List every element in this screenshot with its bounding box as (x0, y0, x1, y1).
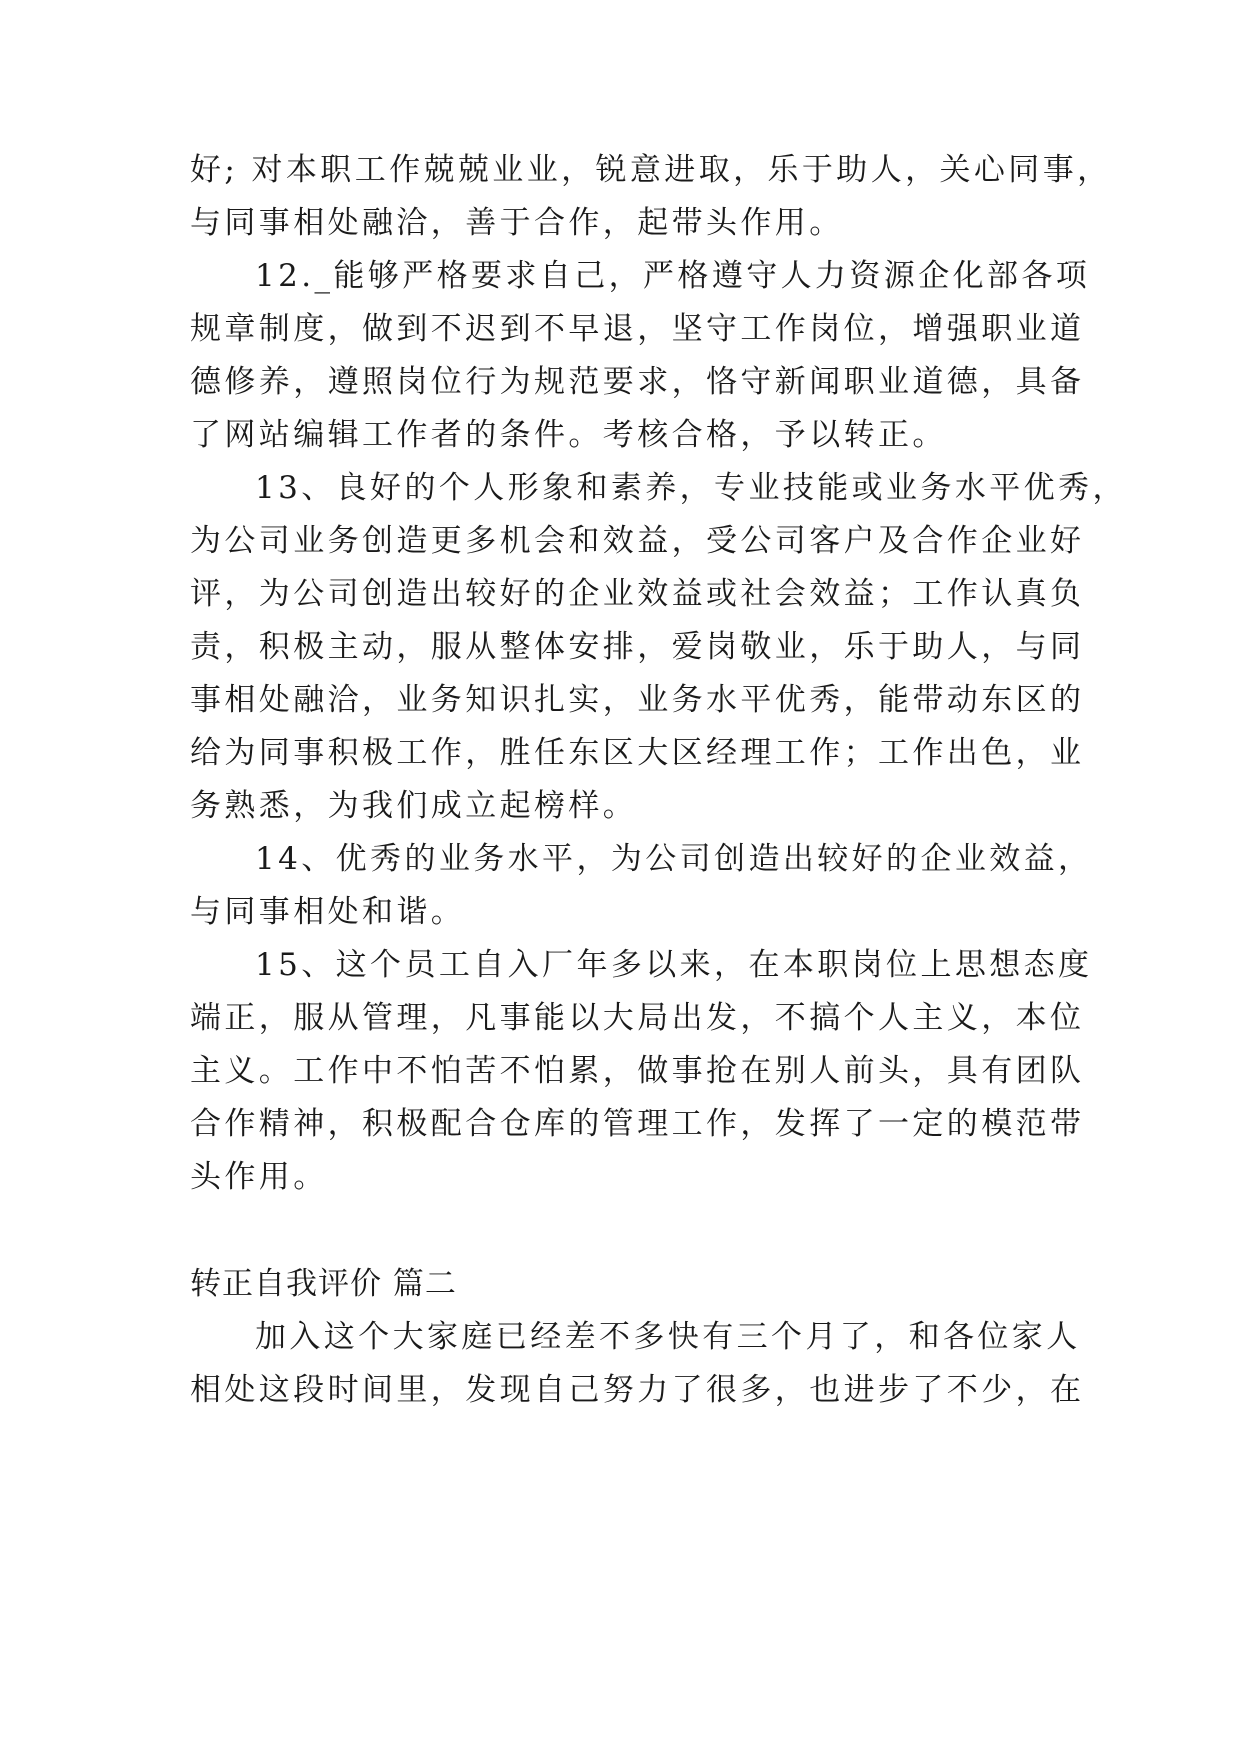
text-line: 了网站编辑工作者的条件。考核合格，予以转正。 (190, 417, 947, 453)
text-line: 与同事相处融洽，善于合作，起带头作用。 (190, 205, 844, 241)
paragraph-start-13: 13、良好的个人形象和素养，专业技能或业务水平优秀， (255, 470, 1127, 506)
text-line: 好; 对本职工作兢兢业业，锐意进取，乐于助人，关心同事， (190, 152, 1112, 188)
text-line: 头作用。 (190, 1159, 328, 1195)
paragraph-start-12: 12._能够严格要求自己，严格遵守人力资源企化部各项 (255, 258, 1091, 294)
text-line: 相处这段时间里，发现自己努力了很多，也进步了不少，在 (190, 1372, 1085, 1408)
text-line: 事相处融洽，业务知识扎实，业务水平优秀，能带动东区的 (190, 682, 1085, 718)
text-line: 为公司业务创造更多机会和效益，受公司客户及合作企业好 (190, 523, 1085, 559)
text-line: 务熟悉，为我们成立起榜样。 (190, 788, 638, 824)
text-line: 合作精神，积极配合仓库的管理工作，发挥了一定的模范带 (190, 1106, 1085, 1142)
text-line: 评，为公司创造出较好的企业效益或社会效益；工作认真负 (190, 576, 1085, 612)
text-line: 与同事相处和谐。 (190, 894, 466, 930)
paragraph-start-section2: 加入这个大家庭已经差不多快有三个月了，和各位家人 (255, 1319, 1081, 1355)
text-line: 主义。工作中不怕苦不怕累，做事抢在别人前头，具有团队 (190, 1053, 1085, 1089)
text-line: 责，积极主动，服从整体安排，爱岗敬业，乐于助人，与同 (190, 629, 1085, 665)
text-line: 德修养，遵照岗位行为规范要求，恪守新闻职业道德，具备 (190, 364, 1085, 400)
text-line: 给为同事积极工作，胜任东区大区经理工作；工作出色，业 (190, 735, 1085, 771)
paragraph-start-15: 15、这个员工自入厂年多以来，在本职岗位上思想态度 (255, 947, 1093, 983)
section-heading: 转正自我评价 篇二 (190, 1266, 457, 1302)
paragraph-start-14: 14、优秀的业务水平，为公司创造出较好的企业效益， (255, 841, 1093, 877)
text-line: 端正，服从管理，凡事能以大局出发，不搞个人主义，本位 (190, 1000, 1085, 1036)
text-line: 规章制度，做到不迟到不早退，坚守工作岗位，增强职业道 (190, 311, 1085, 347)
